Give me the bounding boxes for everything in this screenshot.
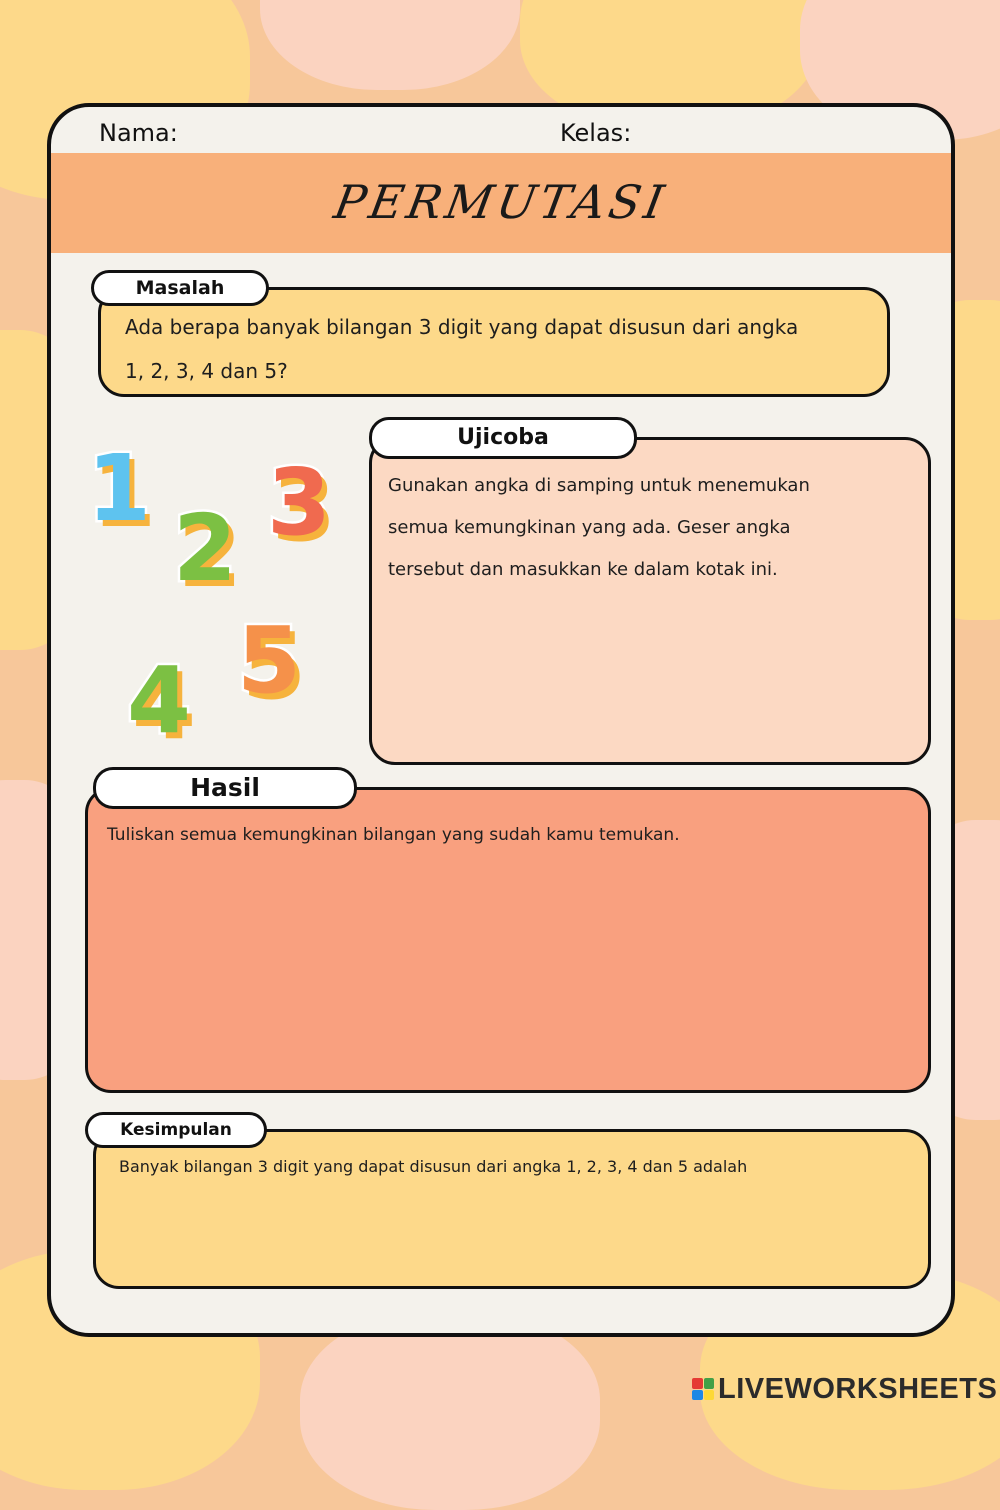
worksheet-card [47,103,955,1337]
kesimpulan-text: Banyak bilangan 3 digit yang dapat disusun dari angka 1, 2, 3, 4 dan 5 adalah [119,1157,748,1176]
kesimpulan-tag: Kesimpulan [85,1112,267,1148]
ujicoba-text-line3: tersebut dan masukkan ke dalam kotak ini. [388,559,778,580]
masalah-text-line2: 1, 2, 3, 4 dan 5? [125,359,288,383]
masalah-text-line1: Ada berapa banyak bilangan 3 digit yang dapat disusun dari angka [125,315,799,339]
background-blob [300,1310,600,1510]
ujicoba-tag: Ujicoba [369,417,637,459]
digit-4[interactable]: 4 [127,647,192,754]
ujicoba-text-line2: semua kemungkinan yang ada. Geser angka [388,517,791,538]
page-title: PERMUTASI [330,175,672,229]
digit-2[interactable]: 2 [173,495,238,602]
liveworksheets-logo-icon [692,1378,714,1400]
kesimpulan-answer-box[interactable] [93,1129,931,1289]
hasil-text: Tuliskan semua kemungkinan bilangan yang sudah kamu temukan. [107,825,680,845]
logo-text: LIVEWORKSHEETS [718,1372,998,1405]
liveworksheets-logo[interactable] [692,1372,997,1406]
digit-1[interactable]: 1 [87,435,152,542]
digit-3[interactable]: 3 [267,449,332,556]
background-blob [260,0,520,90]
digit-5[interactable]: 5 [237,607,302,714]
title-band [51,153,951,253]
hasil-tag: Hasil [93,767,357,809]
masalah-tag: Masalah [91,270,269,306]
name-label: Nama: [99,119,178,147]
ujicoba-text-line1: Gunakan angka di samping untuk menemukan [388,475,810,496]
class-label: Kelas: [560,119,632,147]
